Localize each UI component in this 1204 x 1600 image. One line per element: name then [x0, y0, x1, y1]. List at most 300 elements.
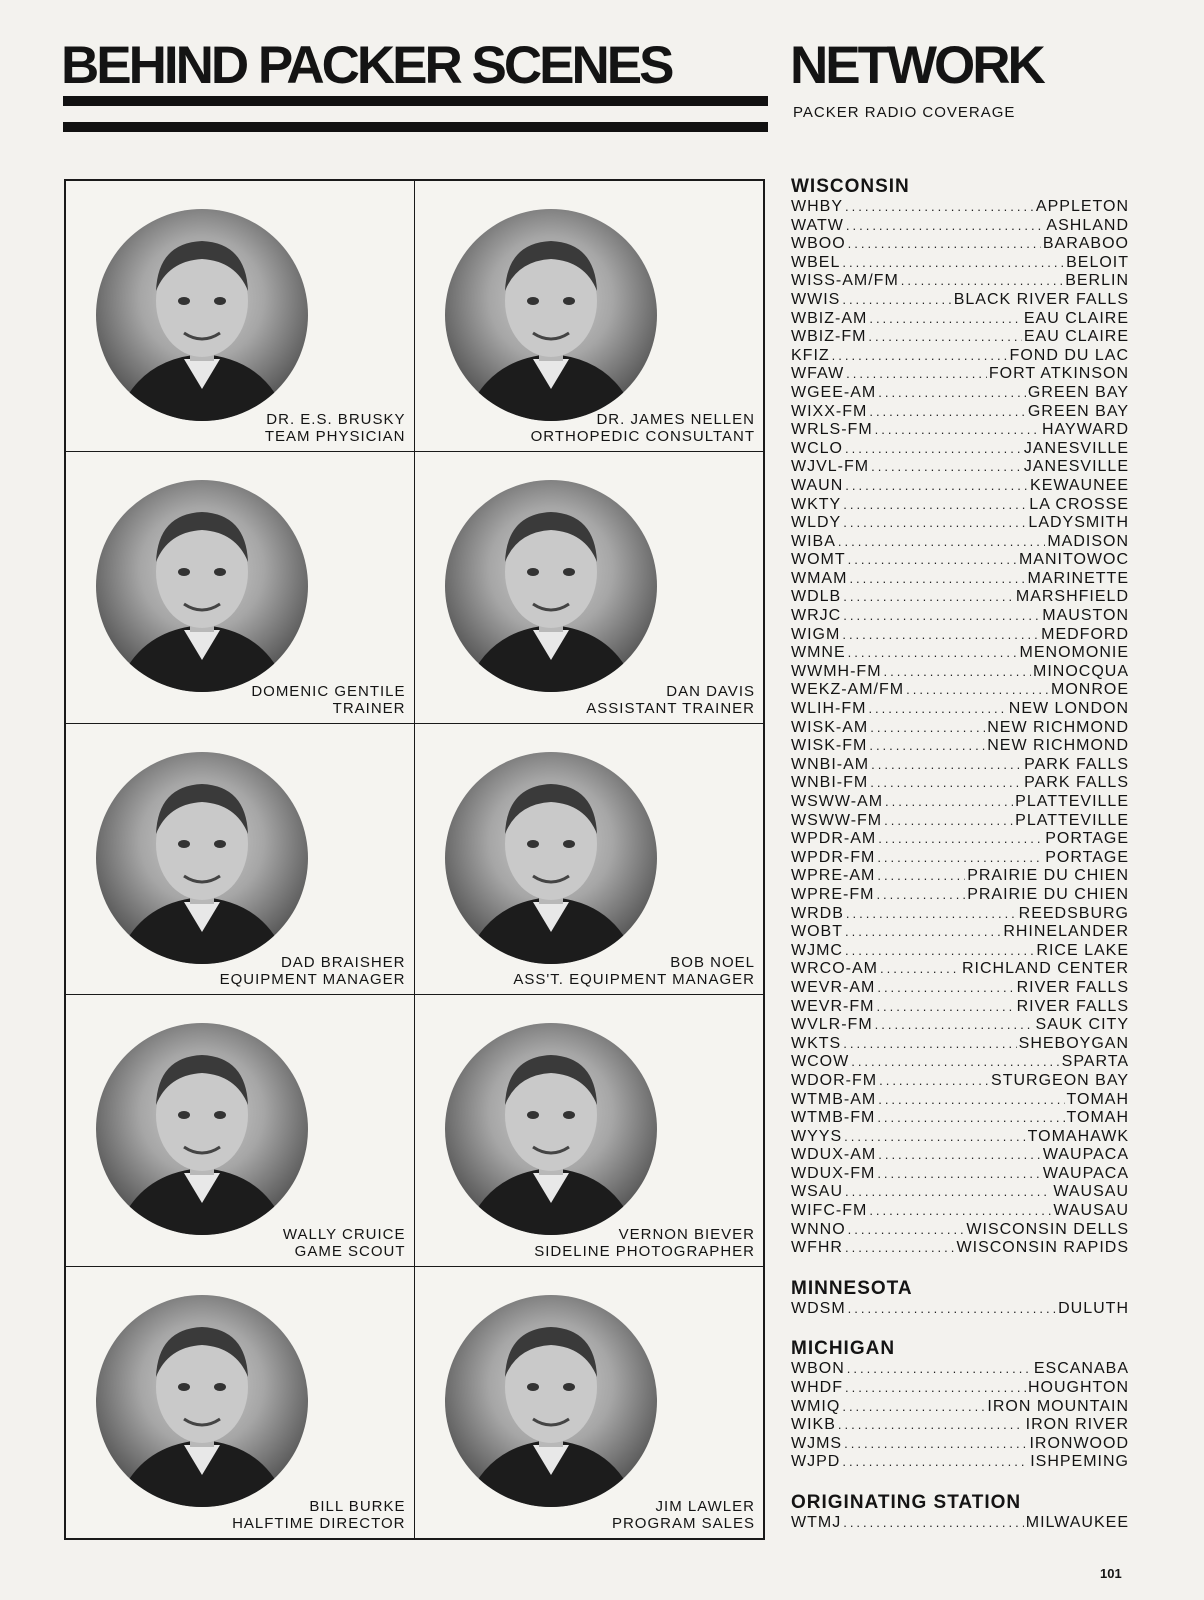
- station-row: [791, 328, 1129, 347]
- station-row: [791, 998, 1129, 1017]
- leader-dots: [845, 1239, 955, 1258]
- station-row: [791, 421, 1129, 440]
- station-row: [791, 1239, 1129, 1258]
- station-call-sign: WRCO-AM: [791, 960, 878, 978]
- station-city: ASHLAND: [1046, 216, 1129, 234]
- leader-dots: [877, 979, 1014, 998]
- station-call-sign: WSWW-AM: [791, 793, 884, 810]
- staff-portrait: [445, 1295, 657, 1507]
- station-call-sign: WNBI-FM: [791, 774, 869, 792]
- staff-card: [66, 995, 415, 1266]
- station-call-sign: WPRE-FM: [791, 885, 875, 903]
- leader-dots: [842, 254, 1064, 273]
- station-city: EAU CLAIRE: [1023, 328, 1129, 346]
- station-city: LADYSMITH: [1028, 514, 1129, 532]
- station-city: PLATTEVILLE: [1015, 793, 1129, 810]
- station-call-sign: WIFC-FM: [791, 1202, 868, 1220]
- leader-dots: [878, 830, 1043, 849]
- leader-dots: [843, 1514, 1024, 1533]
- station-row: [791, 607, 1129, 626]
- station-row: [791, 570, 1129, 589]
- station-row: [791, 1202, 1129, 1221]
- leader-dots: [901, 272, 1063, 291]
- station-city: PORTAGE: [1045, 830, 1129, 848]
- station-city: PARK FALLS: [1024, 755, 1129, 773]
- station-row: [791, 1146, 1129, 1165]
- station-row: [791, 1091, 1129, 1110]
- leader-dots: [845, 440, 1022, 459]
- station-row: [791, 849, 1129, 868]
- station-city: LA CROSSE: [1029, 495, 1129, 513]
- station-city: JANESVILLE: [1023, 458, 1129, 476]
- station-city: MAUSTON: [1042, 607, 1129, 625]
- station-city: MILWAUKEE: [1025, 1514, 1129, 1531]
- station-city: HOUGHTON: [1027, 1379, 1129, 1397]
- staff-portrait: [96, 480, 308, 692]
- station-row: [791, 588, 1129, 607]
- station-call-sign: WFAW: [791, 365, 845, 383]
- station-row: [791, 923, 1129, 942]
- page-number: 101: [1100, 1566, 1122, 1581]
- station-row: [791, 403, 1129, 422]
- network-section-wisconsin: [791, 176, 1129, 1258]
- station-city: PRAIRIE DU CHIEN: [967, 885, 1129, 903]
- station-call-sign: WDOR-FM: [791, 1071, 878, 1089]
- station-call-sign: WSAU: [791, 1183, 843, 1201]
- station-row: [791, 1183, 1129, 1202]
- station-call-sign: WKTY: [791, 495, 842, 513]
- staff-portrait: [445, 480, 657, 692]
- leader-dots: [884, 812, 1013, 831]
- leader-dots: [870, 719, 985, 738]
- station-call-sign: WJPD: [791, 1453, 841, 1471]
- staff-caption: [534, 1226, 755, 1260]
- station-call-sign: WJMC: [791, 941, 843, 959]
- station-city: IRON RIVER: [1025, 1416, 1129, 1434]
- network-section-michigan: [791, 1338, 1129, 1472]
- leader-dots: [845, 942, 1034, 961]
- leader-dots: [842, 1453, 1028, 1472]
- leader-dots: [869, 737, 985, 756]
- leader-dots: [880, 960, 960, 979]
- staff-portrait: [96, 1295, 308, 1507]
- station-row: [791, 551, 1129, 570]
- station-call-sign: WHDF: [791, 1379, 843, 1397]
- station-city: APPLETON: [1035, 198, 1129, 215]
- station-row: [791, 905, 1129, 924]
- station-call-sign: WEKZ-AM/FM: [791, 681, 905, 699]
- station-city: IRON MOUNTAIN: [987, 1397, 1129, 1415]
- station-call-sign: WJVL-FM: [791, 458, 870, 476]
- staff-role: ASSISTANT TRAINER: [586, 699, 755, 717]
- staff-card: [66, 452, 415, 723]
- station-city: RICE LAKE: [1036, 941, 1129, 959]
- station-row: [791, 477, 1129, 496]
- station-call-sign: WFHR: [791, 1239, 843, 1257]
- leader-dots: [868, 700, 1006, 719]
- station-row: [791, 700, 1129, 719]
- station-city: REEDSBURG: [1018, 904, 1129, 922]
- station-call-sign: WLIH-FM: [791, 700, 867, 718]
- station-call-sign: WBON: [791, 1360, 845, 1378]
- station-call-sign: WIGM: [791, 625, 841, 643]
- station-city: GREEN BAY: [1027, 383, 1129, 401]
- station-call-sign: WTMJ: [791, 1514, 842, 1531]
- station-row: [791, 365, 1129, 384]
- leader-dots: [845, 477, 1028, 496]
- station-row: [791, 756, 1129, 775]
- station-call-sign: WEVR-FM: [791, 997, 875, 1015]
- leader-dots: [878, 1091, 1064, 1110]
- station-call-sign: WPRE-AM: [791, 867, 876, 885]
- station-city: WAUSAU: [1053, 1183, 1129, 1201]
- staff-photo-grid: [64, 179, 765, 1540]
- station-city: STURGEON BAY: [991, 1071, 1129, 1089]
- station-row: [791, 979, 1129, 998]
- staff-role: SIDELINE PHOTOGRAPHER: [534, 1242, 755, 1260]
- station-row: [791, 458, 1129, 477]
- station-city: MINOCQUA: [1033, 662, 1129, 680]
- leader-dots: [843, 607, 1040, 626]
- station-row: [791, 254, 1129, 273]
- leader-dots: [868, 328, 1021, 347]
- station-call-sign: WNNO: [791, 1220, 846, 1238]
- leader-dots: [842, 291, 951, 310]
- station-call-sign: WISK-FM: [791, 737, 868, 755]
- leader-dots: [877, 849, 1043, 868]
- station-row: [791, 310, 1129, 329]
- station-row: [791, 514, 1129, 533]
- leader-dots: [877, 1109, 1064, 1128]
- network-section-originating: [791, 1492, 1129, 1533]
- station-row: [791, 830, 1129, 849]
- station-city: EAU CLAIRE: [1023, 309, 1129, 327]
- leader-dots: [871, 458, 1022, 477]
- staff-role: TEAM PHYSICIAN: [264, 428, 406, 446]
- station-row: [791, 793, 1129, 812]
- station-call-sign: WRJC: [791, 607, 842, 625]
- leader-dots: [846, 365, 987, 384]
- staff-caption: [251, 683, 405, 717]
- station-row: [791, 1016, 1129, 1035]
- station-city: FORT ATKINSON: [988, 365, 1129, 383]
- staff-caption: [265, 411, 406, 445]
- station-city: KEWAUNEE: [1030, 476, 1129, 494]
- station-call-sign: WTMB-AM: [791, 1090, 877, 1108]
- station-city: SAUK CITY: [1035, 1016, 1129, 1034]
- station-row: [791, 533, 1129, 552]
- staff-name: JIM LAWLER: [655, 1497, 755, 1515]
- station-city: BARABOO: [1042, 235, 1129, 253]
- station-city: PLATTEVILLE: [1015, 811, 1129, 829]
- station-row: [791, 198, 1129, 217]
- station-call-sign: WMIQ: [791, 1397, 841, 1415]
- staff-name: BOB NOEL: [670, 954, 755, 972]
- staff-caption: [232, 1498, 405, 1532]
- station-row: [791, 384, 1129, 403]
- leader-dots: [875, 1016, 1034, 1035]
- station-city: PORTAGE: [1045, 848, 1129, 866]
- station-row: [791, 960, 1129, 979]
- station-row: [791, 217, 1129, 236]
- station-row: [791, 867, 1129, 886]
- staff-portrait: [96, 752, 308, 964]
- station-row: [791, 942, 1129, 961]
- staff-name: VERNON BIEVER: [618, 1225, 755, 1243]
- station-call-sign: WCLO: [791, 439, 843, 457]
- staff-caption: [220, 954, 406, 988]
- station-row: [791, 1165, 1129, 1184]
- station-call-sign: WDUX-AM: [791, 1146, 877, 1164]
- leader-dots: [846, 217, 1045, 236]
- leader-dots: [832, 347, 1008, 366]
- leader-dots: [870, 774, 1022, 793]
- station-city: SPARTA: [1061, 1053, 1129, 1071]
- staff-card: [415, 452, 764, 723]
- radio-network-list: [791, 176, 1129, 1553]
- staff-name: BILL BURKE: [309, 1497, 406, 1515]
- leader-dots: [838, 533, 1045, 552]
- leader-dots: [842, 1398, 985, 1417]
- network-title: NETWORK: [790, 36, 1043, 95]
- station-row: [791, 663, 1129, 682]
- leader-dots: [845, 198, 1034, 217]
- station-row: [791, 235, 1129, 254]
- station-row: [791, 812, 1129, 831]
- station-row: [791, 1035, 1129, 1054]
- station-call-sign: WRLS-FM: [791, 421, 873, 439]
- station-call-sign: WBIZ-AM: [791, 309, 868, 327]
- station-city: WISCONSIN DELLS: [966, 1220, 1129, 1238]
- staff-portrait: [445, 209, 657, 421]
- network-subtitle: PACKER RADIO COVERAGE: [793, 104, 1016, 121]
- leader-dots: [844, 1128, 1026, 1147]
- leader-dots: [869, 403, 1026, 422]
- station-call-sign: WOBT: [791, 923, 843, 941]
- leader-dots: [871, 756, 1022, 775]
- leader-dots: [848, 1221, 965, 1240]
- leader-dots: [849, 570, 1025, 589]
- station-call-sign: WIXX-FM: [791, 402, 868, 420]
- section-heading: MINNESOTA: [791, 1277, 913, 1299]
- station-city: WAUSAU: [1053, 1202, 1129, 1220]
- staff-name: DOMENIC GENTILE: [251, 682, 406, 700]
- staff-portrait: [96, 209, 308, 421]
- leader-dots: [869, 1202, 1051, 1221]
- station-call-sign: WMNE: [791, 644, 846, 662]
- leader-dots: [848, 644, 1018, 663]
- station-row: [791, 886, 1129, 905]
- staff-role: ASS'T. EQUIPMENT MANAGER: [513, 971, 755, 989]
- station-city: BERLIN: [1065, 272, 1129, 290]
- staff-caption: [531, 411, 755, 445]
- leader-dots: [843, 496, 1027, 515]
- station-city: RIVER FALLS: [1016, 978, 1129, 996]
- leader-dots: [848, 551, 1017, 570]
- leader-dots: [843, 1035, 1016, 1054]
- station-city: NEW RICHMOND: [987, 718, 1129, 736]
- leader-dots: [845, 923, 1001, 942]
- section-heading: ORIGINATING STATION: [791, 1492, 1022, 1513]
- station-call-sign: WIKB: [791, 1416, 836, 1434]
- station-city: BLACK RIVER FALLS: [953, 290, 1129, 308]
- station-row: [791, 440, 1129, 459]
- station-row: [791, 272, 1129, 291]
- station-call-sign: WMAM: [791, 569, 848, 587]
- station-row: [791, 681, 1129, 700]
- staff-caption: [586, 683, 755, 717]
- station-city: MARINETTE: [1027, 569, 1129, 587]
- station-row: [791, 1453, 1129, 1472]
- station-call-sign: WBIZ-FM: [791, 328, 867, 346]
- station-call-sign: WDUX-FM: [791, 1164, 876, 1182]
- title-rule-bottom: [63, 122, 768, 132]
- staff-role: ORTHOPEDIC CONSULTANT: [530, 428, 755, 446]
- station-call-sign: WCOW: [791, 1053, 850, 1071]
- station-row: [791, 1128, 1129, 1147]
- station-call-sign: KFIZ: [791, 346, 830, 364]
- station-call-sign: WRDB: [791, 904, 844, 922]
- leader-dots: [845, 1379, 1026, 1398]
- station-call-sign: WSWW-FM: [791, 811, 883, 829]
- station-row: [791, 719, 1129, 738]
- staff-portrait: [96, 1023, 308, 1235]
- station-call-sign: WTMB-FM: [791, 1109, 876, 1127]
- leader-dots: [877, 1165, 1041, 1184]
- leader-dots: [877, 867, 965, 886]
- leader-dots: [906, 681, 1049, 700]
- station-city: MENOMONIE: [1019, 644, 1129, 662]
- station-call-sign: WBEL: [791, 253, 841, 271]
- section-heading: MICHIGAN: [791, 1338, 896, 1360]
- station-city: MARSHFIELD: [1015, 588, 1129, 606]
- staff-card: [415, 995, 764, 1266]
- station-city: MADISON: [1047, 532, 1129, 550]
- station-call-sign: WPDR-AM: [791, 830, 877, 848]
- staff-caption: [612, 1498, 755, 1532]
- leader-dots: [842, 626, 1039, 645]
- network-section-minnesota: [791, 1278, 1129, 1319]
- station-city: WISCONSIN RAPIDS: [956, 1239, 1129, 1257]
- station-call-sign: WYYS: [791, 1127, 843, 1145]
- staff-role: PROGRAM SALES: [611, 1514, 755, 1532]
- station-row: [791, 737, 1129, 756]
- station-call-sign: WVLR-FM: [791, 1016, 873, 1034]
- leader-dots: [846, 905, 1017, 924]
- leader-dots: [884, 663, 1031, 682]
- staff-card: [66, 181, 415, 452]
- station-row: [791, 347, 1129, 366]
- station-call-sign: WJMS: [791, 1434, 843, 1452]
- leader-dots: [869, 310, 1022, 329]
- leader-dots: [843, 588, 1014, 607]
- station-city: RIVER FALLS: [1016, 997, 1129, 1015]
- page-title: BEHIND PACKER SCENES: [61, 36, 672, 95]
- station-call-sign: WHBY: [791, 198, 843, 215]
- leader-dots: [885, 793, 1013, 812]
- leader-dots: [845, 1183, 1051, 1202]
- leader-dots: [879, 1072, 989, 1091]
- station-row: [791, 1379, 1129, 1398]
- station-city: TOMAHAWK: [1027, 1127, 1129, 1145]
- station-call-sign: WWIS: [791, 290, 841, 308]
- staff-caption: [513, 954, 755, 988]
- station-call-sign: WDLB: [791, 588, 842, 606]
- staff-card: [66, 724, 415, 995]
- staff-role: TRAINER: [332, 699, 406, 717]
- station-city: FOND DU LAC: [1009, 346, 1129, 364]
- station-row: [791, 774, 1129, 793]
- leader-dots: [848, 1300, 1056, 1319]
- station-city: DULUTH: [1058, 1299, 1129, 1317]
- station-city: JANESVILLE: [1023, 439, 1129, 457]
- station-row: [791, 496, 1129, 515]
- station-city: ISHPEMING: [1030, 1453, 1129, 1471]
- station-row: [791, 1053, 1129, 1072]
- staff-card: [415, 181, 764, 452]
- station-city: NEW LONDON: [1008, 700, 1129, 718]
- title-rule-top: [63, 96, 768, 106]
- staff-role: EQUIPMENT MANAGER: [219, 971, 406, 989]
- station-call-sign: WIBA: [791, 532, 836, 550]
- section-heading: WISCONSIN: [791, 176, 910, 197]
- station-city: WAUPACA: [1042, 1146, 1129, 1164]
- station-city: RICHLAND CENTER: [961, 960, 1129, 978]
- leader-dots: [848, 235, 1041, 254]
- staff-name: DAN DAVIS: [666, 682, 755, 700]
- staff-caption: [283, 1226, 406, 1260]
- staff-card: [66, 1267, 415, 1538]
- leader-dots: [851, 1053, 1059, 1072]
- station-city: MEDFORD: [1041, 625, 1129, 643]
- station-city: IRONWOOD: [1029, 1434, 1129, 1452]
- leader-dots: [876, 886, 965, 905]
- leader-dots: [838, 1416, 1024, 1435]
- staff-name: DR. JAMES NELLEN: [596, 411, 755, 429]
- station-city: ESCANABA: [1033, 1360, 1129, 1378]
- station-call-sign: WAUN: [791, 476, 844, 494]
- staff-name: DR. E.S. BRUSKY: [266, 411, 406, 429]
- station-city: PARK FALLS: [1024, 774, 1129, 792]
- station-call-sign: WLDY: [791, 514, 842, 532]
- station-city: MONROE: [1051, 681, 1129, 699]
- staff-portrait: [445, 752, 657, 964]
- station-row: [791, 291, 1129, 310]
- staff-name: DAD BRAISHER: [280, 954, 406, 972]
- station-city: TOMAH: [1066, 1090, 1129, 1108]
- station-call-sign: WPDR-FM: [791, 848, 876, 866]
- station-city: HAYWARD: [1042, 421, 1129, 439]
- station-call-sign: WEVR-AM: [791, 978, 876, 996]
- station-city: BELOIT: [1066, 253, 1129, 271]
- staff-role: HALFTIME DIRECTOR: [232, 1514, 406, 1532]
- leader-dots: [878, 384, 1026, 403]
- leader-dots: [843, 514, 1026, 533]
- station-call-sign: WKTS: [791, 1034, 842, 1052]
- staff-card: [415, 724, 764, 995]
- station-city: NEW RICHMOND: [987, 737, 1129, 755]
- station-city: WAUPACA: [1042, 1164, 1129, 1182]
- staff-card: [415, 1267, 764, 1538]
- station-row: [791, 1398, 1129, 1417]
- station-call-sign: WOMT: [791, 551, 846, 569]
- station-city: MANITOWOC: [1018, 551, 1129, 569]
- station-city: SHEBOYGAN: [1018, 1034, 1129, 1052]
- station-call-sign: WISS-AM/FM: [791, 272, 899, 290]
- station-call-sign: WWMH-FM: [791, 662, 882, 680]
- station-row: [791, 644, 1129, 663]
- leader-dots: [875, 421, 1040, 440]
